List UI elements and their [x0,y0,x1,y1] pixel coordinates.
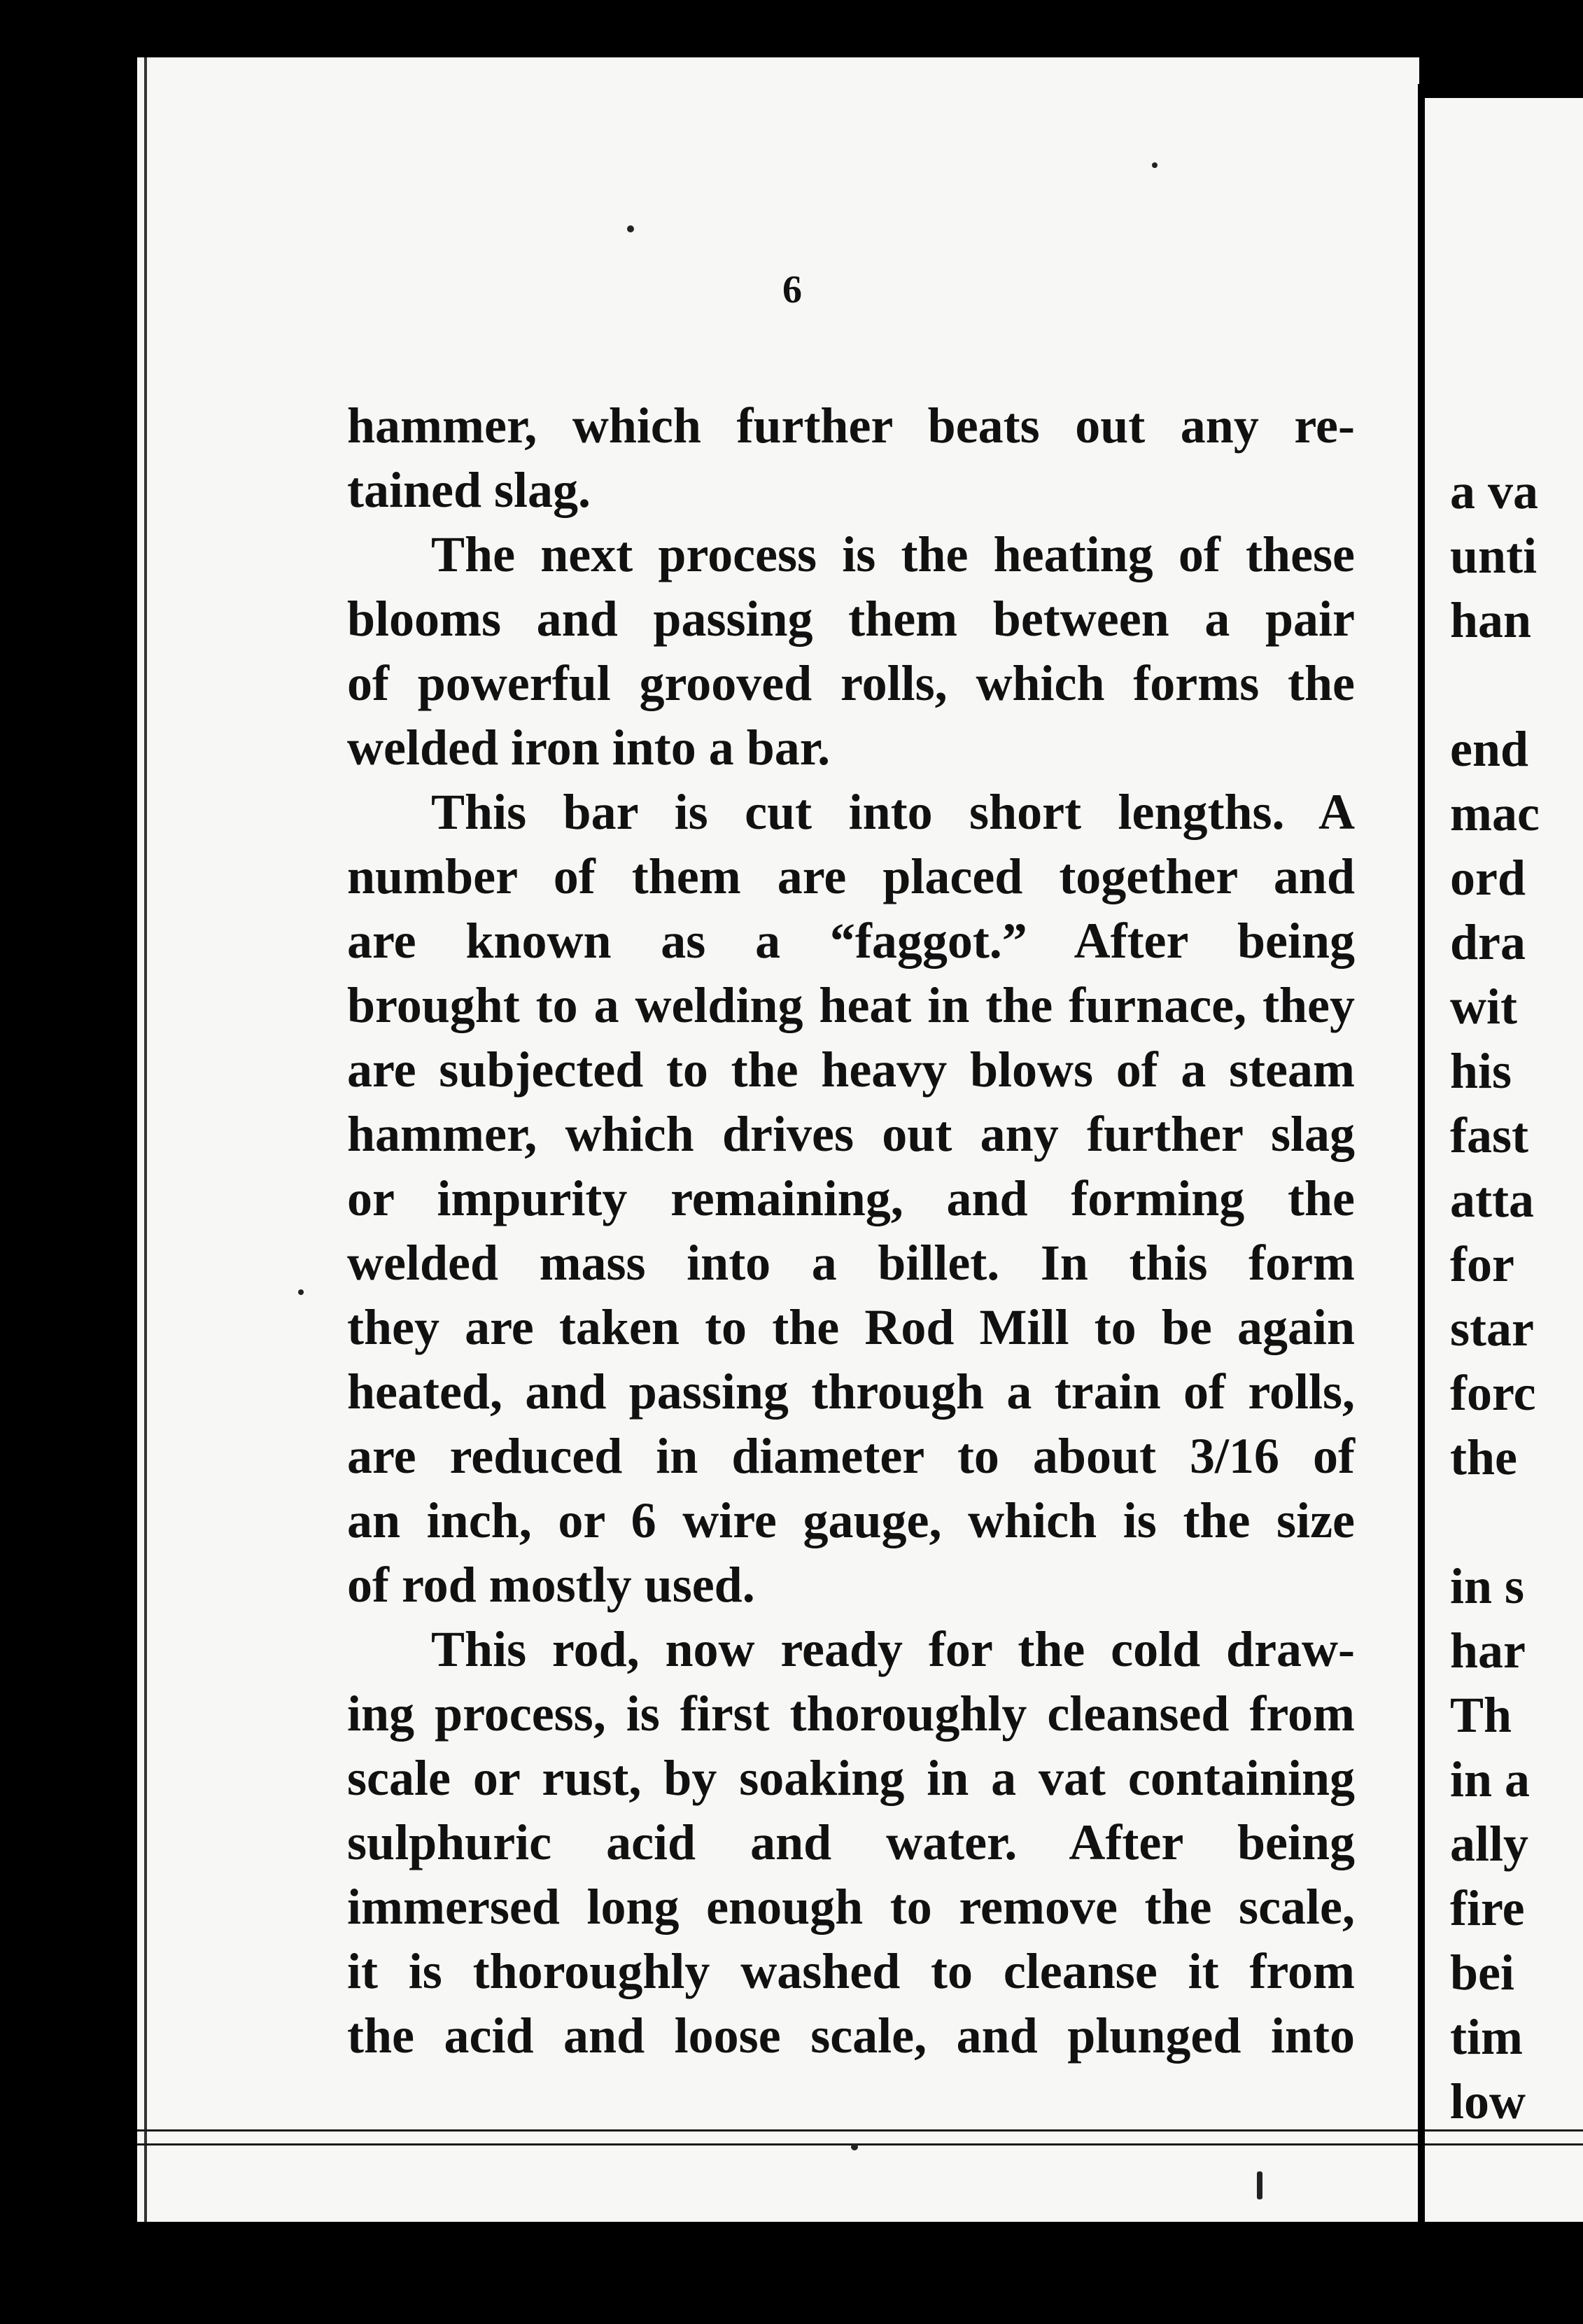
text-fragment: low [1450,2073,1526,2129]
text-line: are subjected to the heavy blows of a steam [347,1042,1355,1098]
text-fragment: star [1450,1301,1534,1357]
text-fragment: har [1450,1623,1526,1679]
scan-speck [1152,162,1158,168]
text-fragment [1450,1490,1540,1554]
scan-speck [627,225,634,232]
text-line: of rod mostly used. [347,1557,755,1613]
bottom-border-rule [1425,2143,1583,2146]
bottom-border-rule [137,2129,1419,2132]
text-line: hammer, which further beats out any re- [347,398,1355,454]
text-fragment: han [1450,592,1532,648]
text-line: brought to a welding heat in the furnace, they [347,977,1355,1033]
text-line: are reduced in diameter to about 3/16 of [347,1428,1355,1484]
text-fragment: in s [1450,1558,1525,1614]
text-line: number of them are placed together and [347,848,1355,904]
text-line: immersed long enough to remove the scale, [347,1879,1355,1935]
scan-speck [298,1289,304,1295]
text-fragment: fast [1450,1107,1528,1163]
facing-page-text [1450,459,1540,2134]
text-line: heated, and passing through a train of rolls, [347,1364,1355,1420]
page-edge-line [144,57,147,2222]
text-line: hammer, which drives out any further slag [347,1106,1355,1162]
page-body-text [347,393,1355,2068]
text-fragment: fire [1450,1880,1525,1936]
scan-speck [851,2143,858,2150]
text-line: welded iron into a bar. [347,720,831,776]
facing-page-edge [1425,98,1583,2222]
text-line: of powerful grooved rolls, which forms the [347,655,1355,711]
bottom-border-rule [137,2143,1419,2146]
text-fragment: atta [1450,1172,1534,1228]
text-fragment: in a [1450,1751,1531,1807]
text-line: This rod, now ready for the cold draw- [431,1621,1355,1677]
text-line: are known as a “faggot.” After being [347,913,1355,969]
text-fragment: for [1450,1236,1514,1292]
text-line: or impurity remaining, and forming the [347,1170,1355,1226]
text-line: they are taken to the Rod Mill to be again [347,1299,1355,1355]
text-fragment: end [1450,721,1529,777]
text-fragment: a va [1450,463,1538,519]
text-line: an inch, or 6 wire gauge, which is the size [347,1492,1355,1548]
text-line: welded mass into a billet. In this form [347,1235,1355,1291]
left-page [137,57,1419,2222]
text-fragment: ally [1450,1816,1529,1872]
text-line: sulphuric acid and water. After being [347,1814,1355,1870]
text-line: the acid and loose scale, and plunged into [347,2008,1355,2064]
text-fragment: his [1450,1043,1512,1099]
text-fragment [1450,652,1540,717]
text-line: The next process is the heating of these [431,526,1355,582]
text-fragment: mac [1450,785,1540,841]
text-line: blooms and passing them between a pair [347,591,1355,647]
text-fragment: unti [1450,528,1538,584]
text-line: it is thoroughly washed to cleanse it from [347,1943,1355,1999]
text-fragment: dra [1450,914,1526,970]
text-fragment: tim [1450,2009,1523,2065]
bottom-border-rule [1425,2129,1583,2132]
page-number: 6 [782,268,802,312]
text-line: ing process, is first thoroughly cleansed from [347,1686,1355,1742]
text-fragment: ord [1450,850,1526,906]
text-fragment: bei [1450,1945,1515,2001]
text-line: tained slag. [347,462,591,518]
text-fragment: Th [1450,1687,1512,1743]
text-line: This bar is cut into short lengths. A [431,784,1355,840]
text-line: scale or rust, by soaking in a vat containing [347,1750,1355,1806]
scan-speck [1257,2171,1262,2199]
text-fragment: forc [1450,1365,1536,1421]
text-fragment: the [1450,1429,1517,1485]
text-fragment: wit [1450,979,1517,1035]
